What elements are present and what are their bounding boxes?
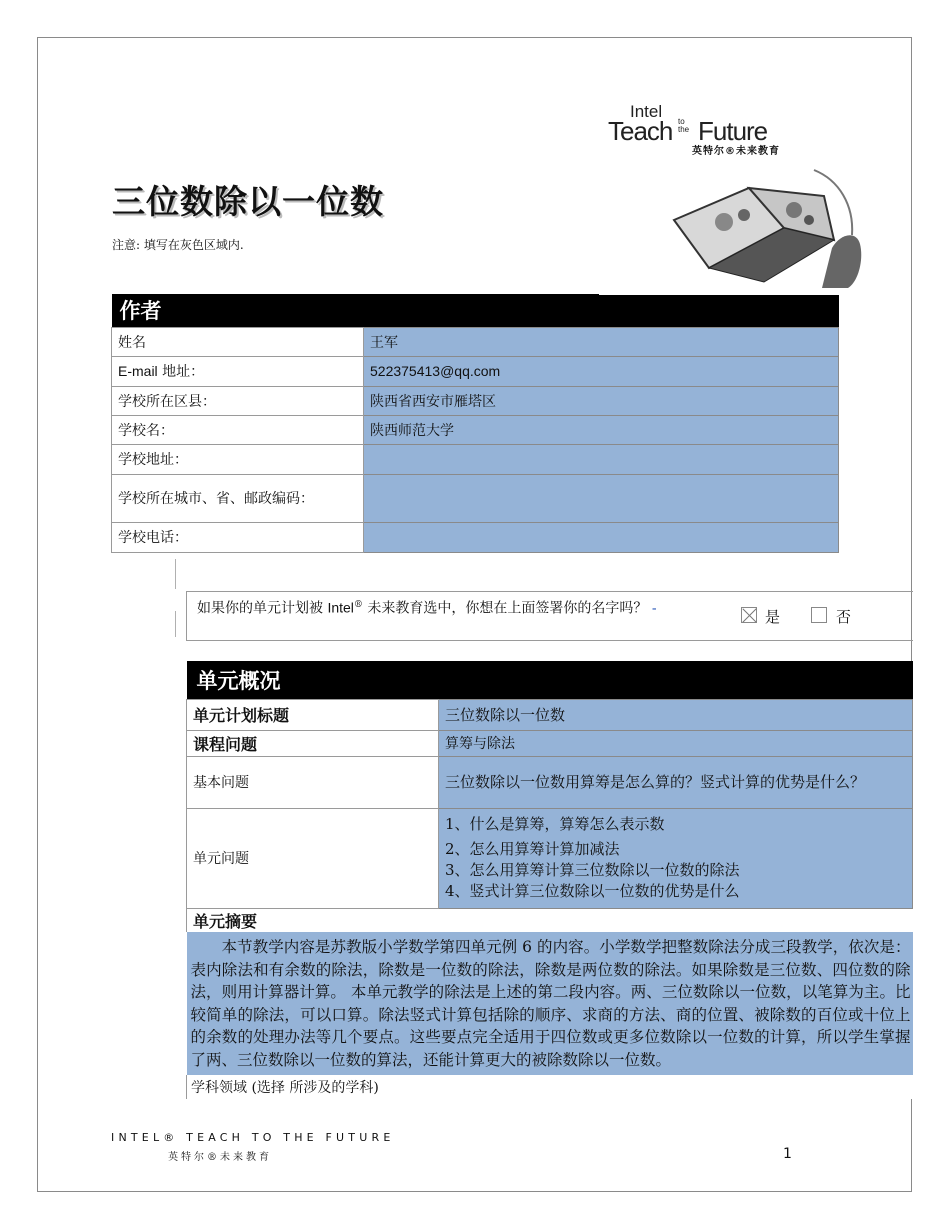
basic-question-field[interactable]: 三位数除以一位数用算筹是怎么算的？竖式计算的优势是什么？ (439, 756, 913, 808)
page-number: 1 (783, 1146, 792, 1162)
unit-question-item: 1、什么是算筹，算筹怎么表示数 (445, 815, 665, 833)
no-checkbox[interactable] (811, 607, 827, 623)
district-label: 学校所在区县： (112, 386, 364, 415)
logo-cn-text: 英特尔®未来教育 (692, 146, 780, 157)
margin-line (175, 611, 176, 637)
city-province-zip-field[interactable] (364, 474, 839, 522)
unit-question-field[interactable] (439, 808, 913, 908)
logo-to-the-text: to the (678, 117, 690, 134)
unit-question-item: 3、怎么用算筹计算三位数除以一位数的除法 (445, 861, 740, 879)
course-question-label: 课程问题 (187, 730, 439, 756)
unit-overview-table (186, 661, 913, 1099)
school-name-field[interactable]: 陕西师范大学 (364, 415, 839, 444)
no-label: 否 (836, 608, 852, 626)
unit-question-item: 2、怎么用算筹计算加减法 (445, 840, 620, 858)
unit-header: 单元概况 (187, 661, 913, 699)
margin-line (175, 559, 176, 589)
author-table (111, 294, 839, 553)
fill-note: 注意: 填写在灰色区域内. (112, 238, 244, 252)
summary-label: 单元摘要 (187, 908, 913, 932)
school-name-label: 学校名： (112, 415, 364, 444)
plan-title-field[interactable]: 三位数除以一位数 (439, 699, 913, 730)
district-field[interactable]: 陕西省西安市雁塔区 (364, 386, 839, 415)
signature-question: 如果你的单元计划被 Intel® 未来教育选中，你想在上面签署你的名字吗？ - (197, 599, 657, 617)
course-question-field[interactable]: 算筹与除法 (439, 730, 913, 756)
intel-teach-logo (604, 100, 874, 290)
name-field[interactable]: 王军 (364, 327, 839, 356)
plan-title-label: 单元计划标题 (187, 699, 439, 730)
city-province-zip-label: 学校所在城市、省、邮政编码： (112, 474, 364, 522)
summary-field[interactable]: 本节教学内容是苏教版小学数学第四单元例 6 的内容。小学数学把整数除法分成三段教学，依次是：表内除法和有余数的除法，除数是一位数的除法，除数是两位数的除法。如果除数是三位数、四位数的除法，则用计算器计算。 本单元教学的除法是上述的第二段内容。两、三位数除以一位数，以笔算为主。比较简单的除法，可以口算。除法竖式计算包括除的顺序、求商的方法、商的位置、被除数的百位或十位上的余数的处理办法等几个要点。这些要点完全适用于四位数或更多位数除以一位数的计算，所以学生掌握了两、三位数除以一位数的算法，还能计算更大的被除数除以一位数。 (187, 932, 913, 1075)
subject-area-label: 学科领域 (选择 所涉及的学科) (187, 1075, 913, 1099)
header-notch (599, 289, 839, 295)
school-address-field[interactable] (364, 444, 839, 474)
logo-teach-text: Teach (608, 116, 673, 146)
author-header: 作者 (112, 294, 839, 327)
yes-label: 是 (765, 608, 781, 626)
basic-question-label: 基本问题 (187, 756, 439, 808)
email-label: E-mail 地址： (112, 356, 364, 386)
email-field[interactable]: 522375413@qq.com (364, 356, 839, 386)
footer-brand: INTEL® TEACH TO THE FUTURE (111, 1131, 395, 1144)
school-address-label: 学校地址： (112, 444, 364, 474)
footer-brand-cn: 英特尔®未来教育 (168, 1152, 272, 1163)
yes-checkbox[interactable] (741, 607, 757, 623)
page-title: 三位数除以一位数 (112, 182, 384, 221)
unit-question-label: 单元问题 (187, 808, 439, 908)
logo-intel-text: Intel (630, 102, 663, 121)
unit-question-item: 4、竖式计算三位数除以一位数的优势是什么 (445, 882, 740, 900)
school-phone-label: 学校电话： (112, 522, 364, 552)
logo-future-text: Future (698, 116, 768, 146)
signature-consent-row (186, 591, 913, 641)
school-phone-field[interactable] (364, 522, 839, 552)
name-label: 姓名 (112, 327, 364, 356)
book-hand-illustration-icon (664, 160, 874, 290)
